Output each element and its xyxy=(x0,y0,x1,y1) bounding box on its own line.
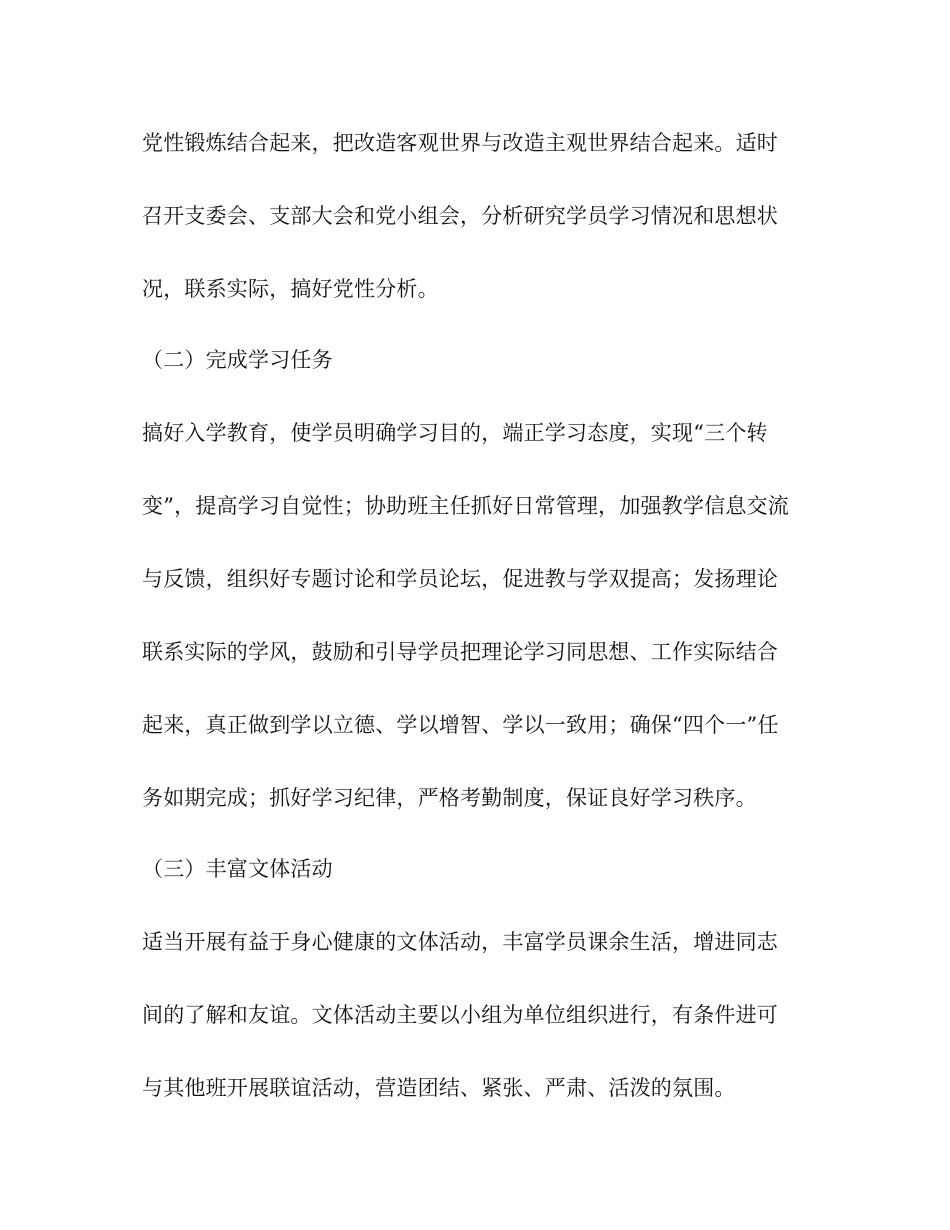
paragraph-line: 与反馈，组织好专题讨论和学员论坛，促进教与学双提高；发扬理论 xyxy=(142,567,778,591)
paragraph-line: 适当开展有益于身心健康的文体活动，丰富学员课余生活，增进同志 xyxy=(142,930,778,954)
paragraph-line: 务如期完成；抓好学习纪律，严格考勤制度，保证良好学习秩序。 xyxy=(142,786,757,810)
section-heading: （二）完成学习任务 xyxy=(142,348,333,372)
paragraph-line: 变”，提高学习自觉性；协助班主任抓好日常管理，加强教学信息交流 xyxy=(142,494,789,518)
paragraph-line: 间的了解和友谊。文体活动主要以小组为单位组织进行，有条件进可 xyxy=(142,1003,778,1027)
paragraph-line: 搞好入学教育，使学员明确学习目的，端正学习态度，实现“三个转 xyxy=(142,421,768,445)
paragraph-line: 起来，真正做到学以立德、学以增智、学以一致用；确保“四个一”任 xyxy=(142,713,779,737)
paragraph-line: 联系实际的学风，鼓励和引导学员把理论学习同思想、工作实际结合 xyxy=(142,640,778,664)
paragraph-line: 党性锻炼结合起来，把改造客观世界与改造主观世界结合起来。适时 xyxy=(142,131,778,155)
paragraph-line: 与其他班开展联谊活动，营造团结、紧张、严肃、活泼的氛围。 xyxy=(142,1076,736,1100)
paragraph-line: 况，联系实际，搞好党性分析。 xyxy=(142,277,439,301)
paragraph-line: 召开支委会、支部大会和党小组会，分析研究学员学习情况和思想状 xyxy=(142,204,778,228)
section-heading: （三）丰富文体活动 xyxy=(142,857,333,881)
